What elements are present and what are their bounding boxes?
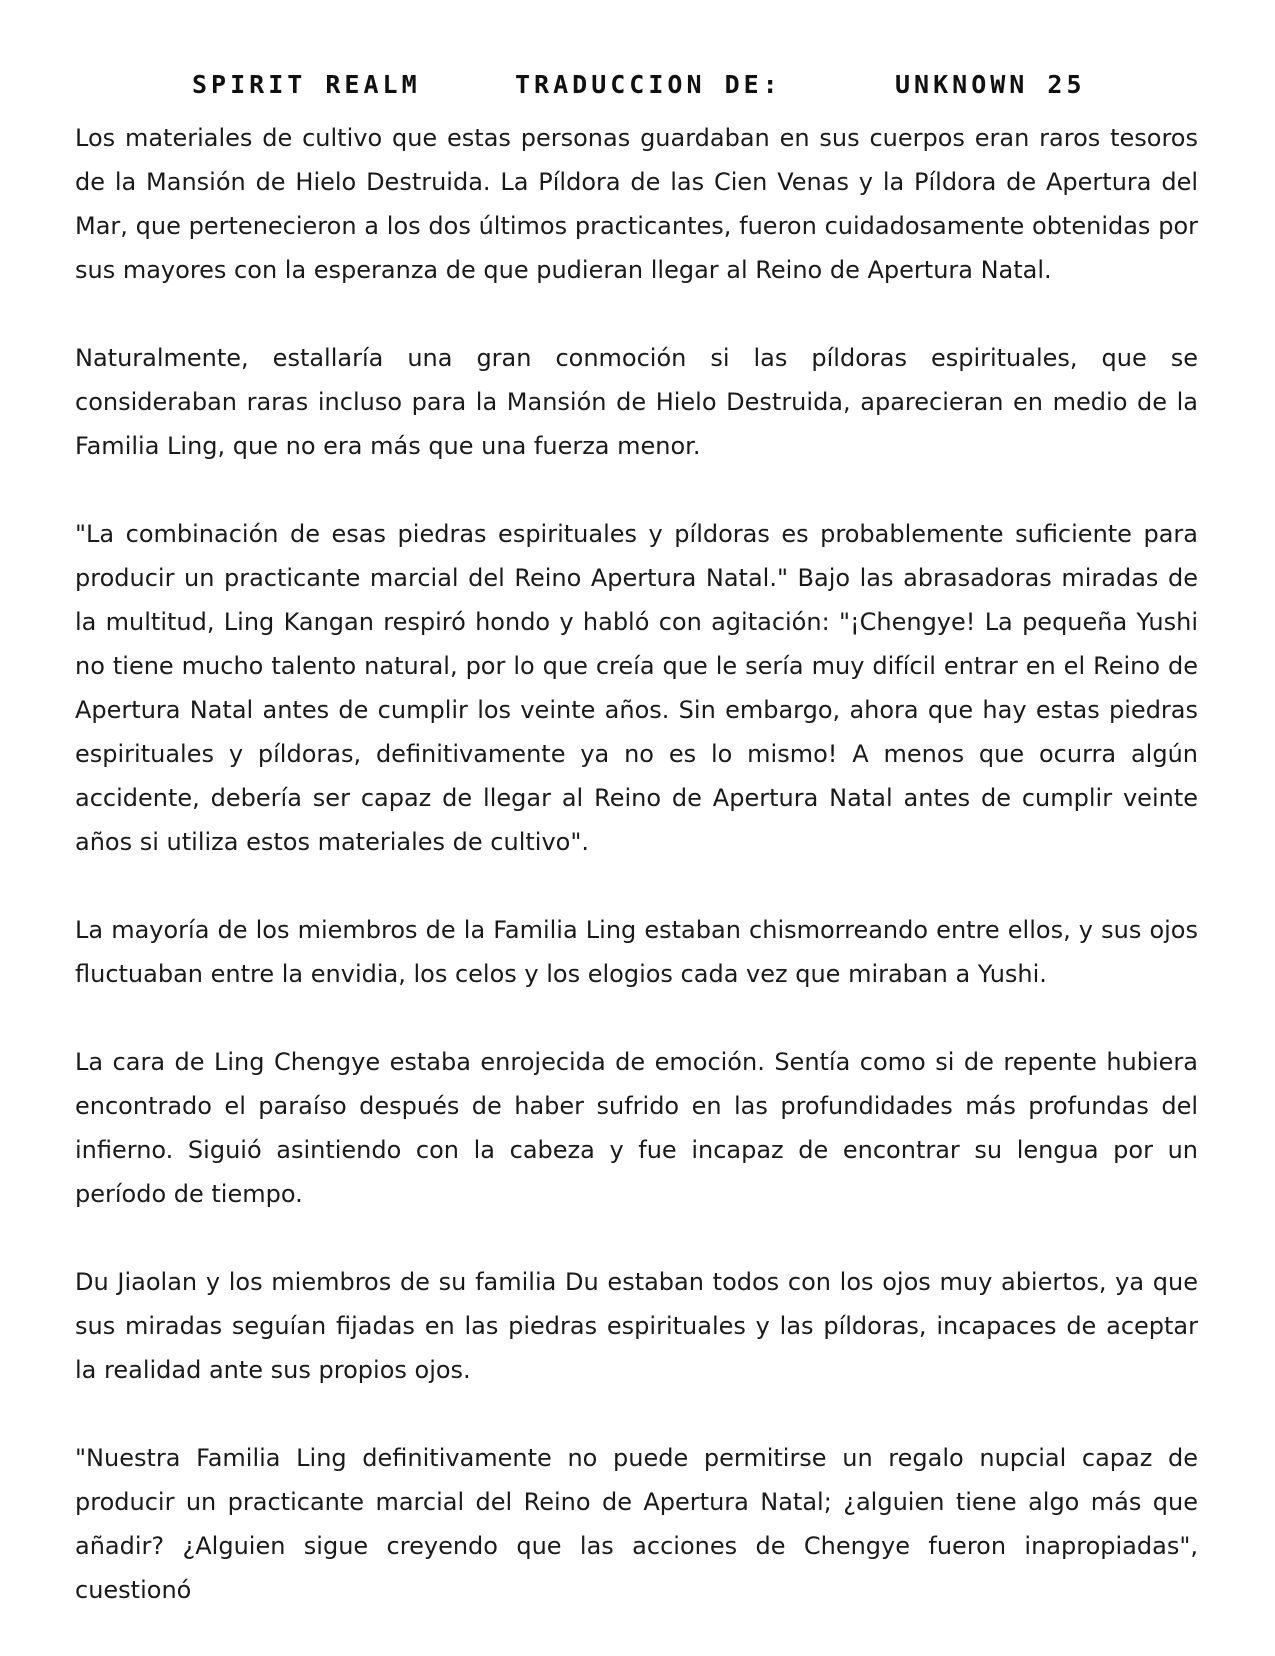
paragraph: Naturalmente, estallaría una gran conmoción si las píldoras espirituales, que se consideraban raras incluso para la Mansión de Hielo Destruida, aparecieran en medio de la Familia Ling, que no era más que una fuerza menor. xyxy=(75,344,1198,460)
page-header xyxy=(0,70,1275,110)
header-title: SPIRIT REALM xyxy=(192,70,421,99)
body-text xyxy=(75,116,1198,1656)
header-translation-label: TRADUCCION DE: xyxy=(515,70,782,99)
paragraph: Du Jiaolan y los miembros de su familia Du estaban todos con los ojos muy abiertos, ya que sus miradas seguían fijadas en las piedras espirituales y las píldoras, incapaces de aceptar la realidad ante sus propios ojos. xyxy=(75,1268,1198,1384)
paragraph: La mayoría de los miembros de la Familia Ling estaban chismorreando entre ellos, y sus ojos fluctuaban entre la envidia, los celos y los elogios cada vez que miraban a Yushi. xyxy=(75,916,1198,988)
paragraph: Los materiales de cultivo que estas personas guardaban en sus cuerpos eran raros tesoros de la Mansión de Hielo Destruida. La Píldora de las Cien Venas y la Píldora de Apertura del Mar, que pertenecieron a los dos últimos practicantes, fueron cuidadosamente obtenidas por sus mayores con la esperanza de que pudieran llegar al Reino de Apertura Natal. xyxy=(75,124,1198,284)
paragraph: La cara de Ling Chengye estaba enrojecida de emoción. Sentía como si de repente hubiera encontrado el paraíso después de haber sufrido en las profundidades más profundas del infierno. Siguió asintiendo con la cabeza y fue incapaz de encontrar su lengua por un período de tiempo. xyxy=(75,1048,1198,1208)
paragraph: "La combinación de esas piedras espirituales y píldoras es probablemente suficiente para producir un practicante marcial del Reino Apertura Natal." Bajo las abrasadoras miradas de la multitud, Ling Kangan respiró hondo y habló con agitación: "¡Chengye! La pequeña Yushi no tiene mucho talento natural, por lo que creía que le sería muy difícil entrar en el Reino de Apertura Natal antes de cumplir los veinte años. Sin embargo, ahora que hay estas piedras espirituales y píldoras, definitivamente ya no es lo mismo! A menos que ocurra algún accidente, debería ser capaz de llegar al Reino de Apertura Natal antes de cumplir veinte años si utiliza estos materiales de cultivo". xyxy=(75,520,1198,856)
paragraph: "Nuestra Familia Ling definitivamente no puede permitirse un regalo nupcial capaz de producir un practicante marcial del Reino de Apertura Natal; ¿alguien tiene algo más que añadir? ¿Alguien sigue creyendo que las acciones de Chengye fueron inapropiadas", cuestionó xyxy=(75,1444,1198,1604)
header-translator: UNKNOWN 25 xyxy=(895,70,1086,99)
